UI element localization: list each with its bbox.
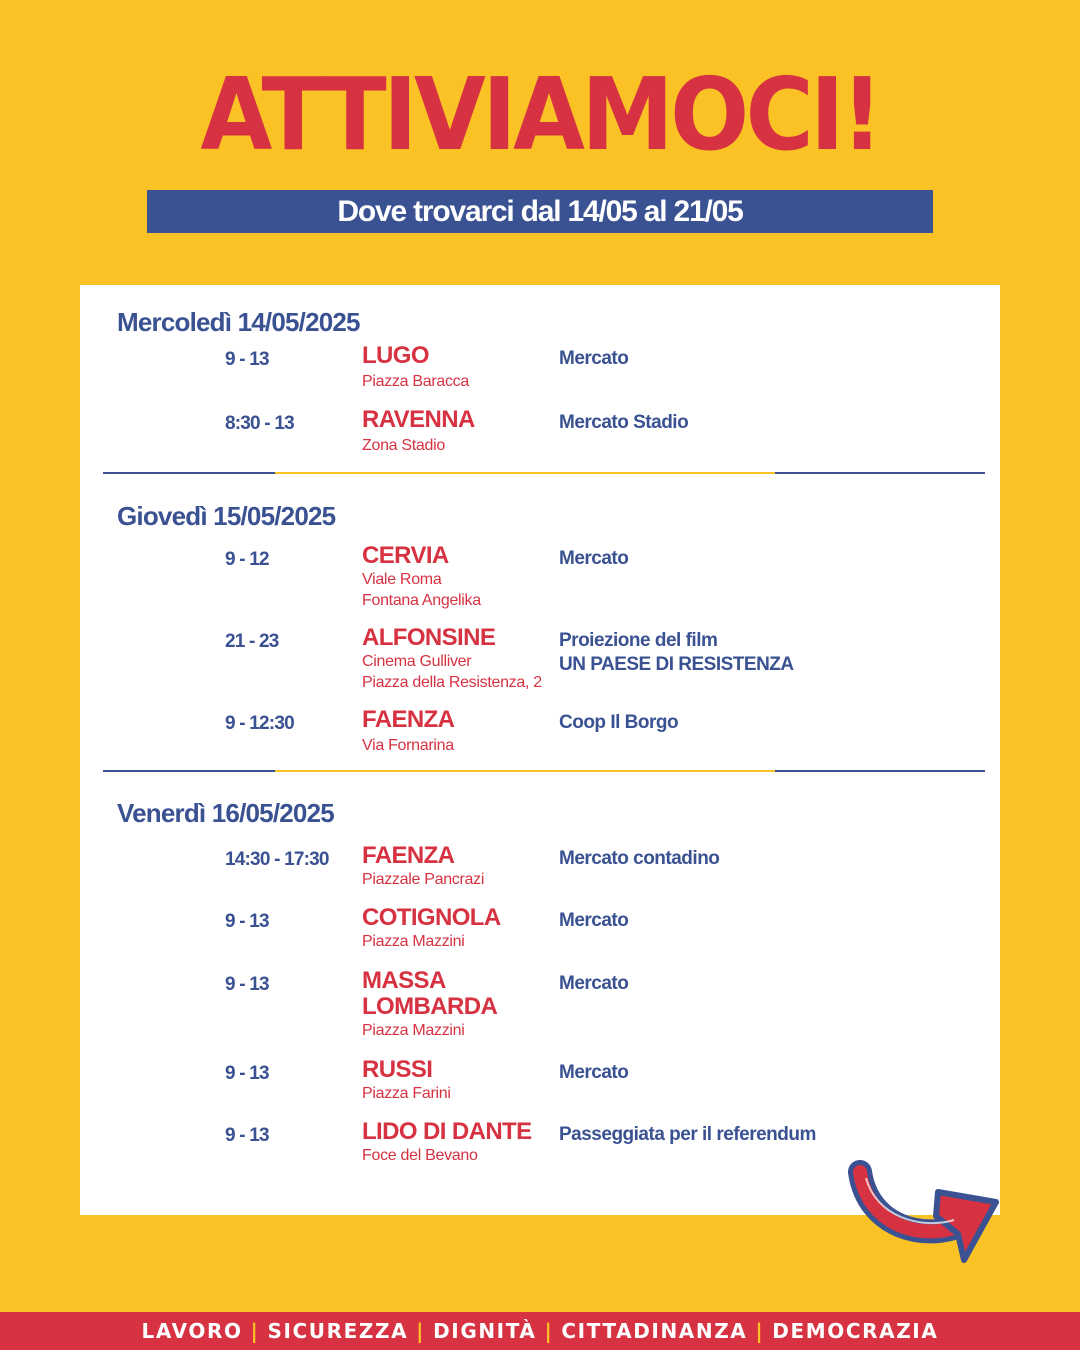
footer-bar — [0, 1312, 1080, 1350]
event-city: MASSA — [362, 967, 446, 994]
event-time: 9 - 13 — [225, 974, 269, 995]
event-time: 9 - 13 — [225, 1063, 269, 1084]
event-place: Piazzale Pancrazi — [362, 871, 485, 888]
event-activity: Mercato — [559, 1062, 629, 1083]
event-city: FAENZA — [362, 706, 455, 733]
event-place: Piazza Baracca — [362, 373, 469, 390]
page-title: ATTIVIAMOCI! — [200, 56, 880, 173]
footer-separator: | — [755, 1319, 765, 1343]
schedule-card — [80, 285, 1000, 1215]
event-place: Piazza della Resistenza, 2 — [362, 674, 542, 691]
day-heading: Mercoledì 14/05/2025 — [117, 307, 360, 337]
event-city: COTIGNOLA — [362, 904, 501, 931]
section-divider — [103, 472, 985, 474]
event-time: 9 - 12:30 — [225, 713, 294, 734]
event-activity: Coop Il Borgo — [559, 712, 679, 733]
footer-item: DIGNITÀ — [433, 1319, 537, 1343]
event-activity: Mercato — [559, 348, 629, 369]
event-city: RAVENNA — [362, 406, 475, 433]
event-place: Zona Stadio — [362, 437, 445, 454]
event-time: 21 - 23 — [225, 631, 279, 652]
event-city: RUSSI — [362, 1056, 433, 1083]
event-city: LOMBARDA — [362, 993, 498, 1020]
event-place: Via Fornarina — [362, 737, 454, 754]
day-heading: Venerdì 16/05/2025 — [117, 798, 334, 828]
event-activity: Proiezione del film — [559, 630, 718, 651]
event-activity: Mercato — [559, 973, 629, 994]
event-city: ALFONSINE — [362, 624, 496, 651]
subtitle-text: Dove trovarci dal 14/05 al 21/05 — [337, 194, 743, 228]
footer-item: SICUREZZA — [267, 1319, 409, 1343]
event-activity: Mercato — [559, 548, 629, 569]
event-time: 9 - 13 — [225, 1125, 269, 1146]
event-time: 9 - 12 — [225, 549, 269, 570]
event-place: Piazza Farini — [362, 1085, 451, 1102]
event-time: 9 - 13 — [225, 349, 269, 370]
day-heading: Giovedì 15/05/2025 — [117, 501, 336, 531]
event-city: CERVIA — [362, 542, 449, 569]
event-time: 14:30 - 17:30 — [225, 849, 329, 870]
event-city: LIDO DI DANTE — [362, 1118, 532, 1145]
footer-item: LAVORO — [141, 1319, 243, 1343]
event-city: FAENZA — [362, 842, 455, 869]
footer-separator: | — [250, 1319, 260, 1343]
event-city: LUGO — [362, 342, 429, 369]
event-activity: Passeggiata per il referendum — [559, 1124, 816, 1145]
footer-item: CITTADINANZA — [561, 1319, 748, 1343]
section-divider — [103, 770, 985, 772]
event-place: Fontana Angelika — [362, 592, 481, 609]
event-place: Foce del Bevano — [362, 1147, 478, 1164]
subtitle-banner — [147, 190, 933, 233]
event-place: Piazza Mazzini — [362, 933, 465, 950]
footer-separator: | — [416, 1319, 426, 1343]
event-activity: Mercato — [559, 910, 629, 931]
footer-item: DEMOCRAZIA — [772, 1319, 939, 1343]
event-place: Piazza Mazzini — [362, 1022, 465, 1039]
event-time: 9 - 13 — [225, 911, 269, 932]
event-time: 8:30 - 13 — [225, 413, 294, 434]
event-activity: Mercato Stadio — [559, 412, 689, 433]
event-activity: Mercato contadino — [559, 848, 720, 869]
event-place: Cinema Gulliver — [362, 653, 472, 670]
event-place: Viale Roma — [362, 571, 442, 588]
footer-separator: | — [544, 1319, 554, 1343]
curved-arrow-right-icon[interactable] — [846, 1150, 1012, 1278]
event-activity: UN PAESE DI RESISTENZA — [559, 654, 794, 675]
